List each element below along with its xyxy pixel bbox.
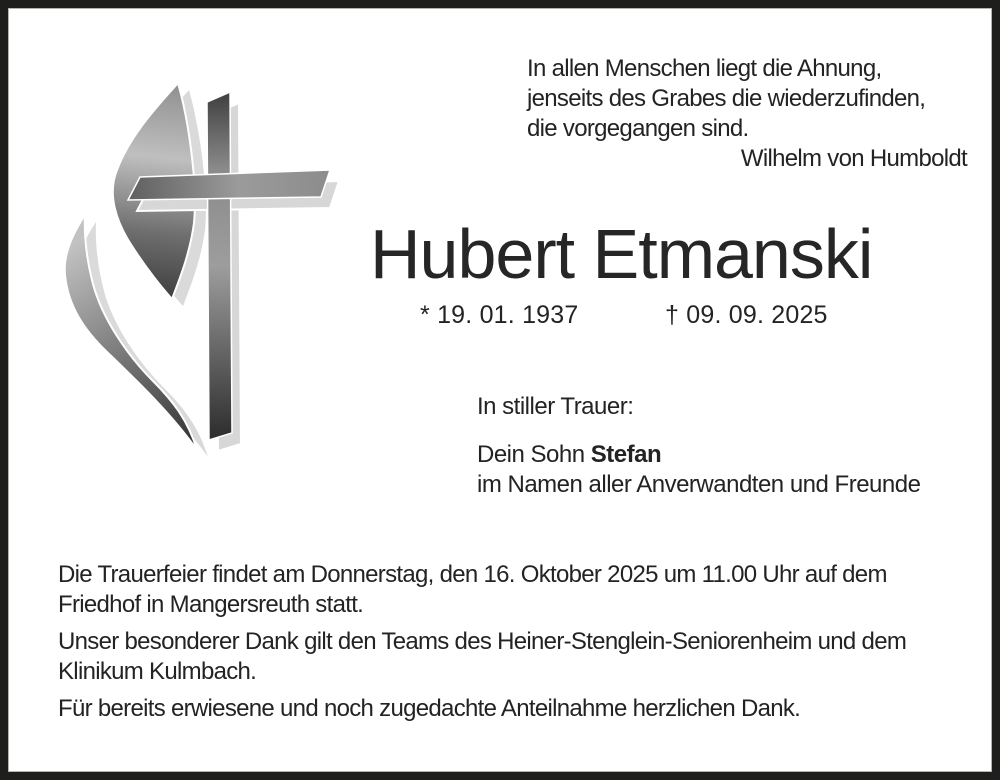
deceased-name: Hubert Etmanski	[370, 215, 873, 293]
death-date: † 09. 09. 2025	[665, 301, 828, 329]
quote-attribution: Wilhelm von Humboldt	[740, 145, 967, 172]
info-block	[58, 560, 938, 731]
son-prefix: Dein Sohn	[477, 441, 591, 468]
dates-row	[420, 301, 900, 333]
quote-block	[527, 54, 973, 174]
mourning-block	[477, 392, 957, 500]
quote-line: In allen Menschen liegt die Ahnung,	[527, 55, 882, 82]
cross-and-flame-icon	[58, 78, 348, 468]
quote-line: jenseits des Grabes die wiederzufinden,	[527, 85, 926, 112]
quote-line: die vorgegangen sind.	[527, 115, 749, 142]
condolence-thanks: Für bereits erwiesene und noch zugedachte Anteilnahme herzlichen Dank.	[58, 695, 801, 722]
mourning-intro: In stiller Trauer:	[477, 393, 634, 420]
mourner-line	[477, 440, 957, 470]
mourning-names	[477, 440, 957, 500]
thanks-info: Unser besonderer Dank gilt den Teams des Heiner-Stenglein-Seniorenheim und dem Klinikum Kulmbach.	[58, 628, 907, 685]
funeral-info: Die Trauerfeier findet am Donnerstag, den 16. Oktober 2025 um 11.00 Uhr auf dem Friedhof in Mangersreuth statt.	[58, 561, 887, 618]
birth-date: * 19. 01. 1937	[420, 301, 579, 329]
on-behalf-line: im Namen aller Anverwandten und Freunde	[477, 471, 921, 498]
son-name: Stefan	[590, 441, 662, 468]
